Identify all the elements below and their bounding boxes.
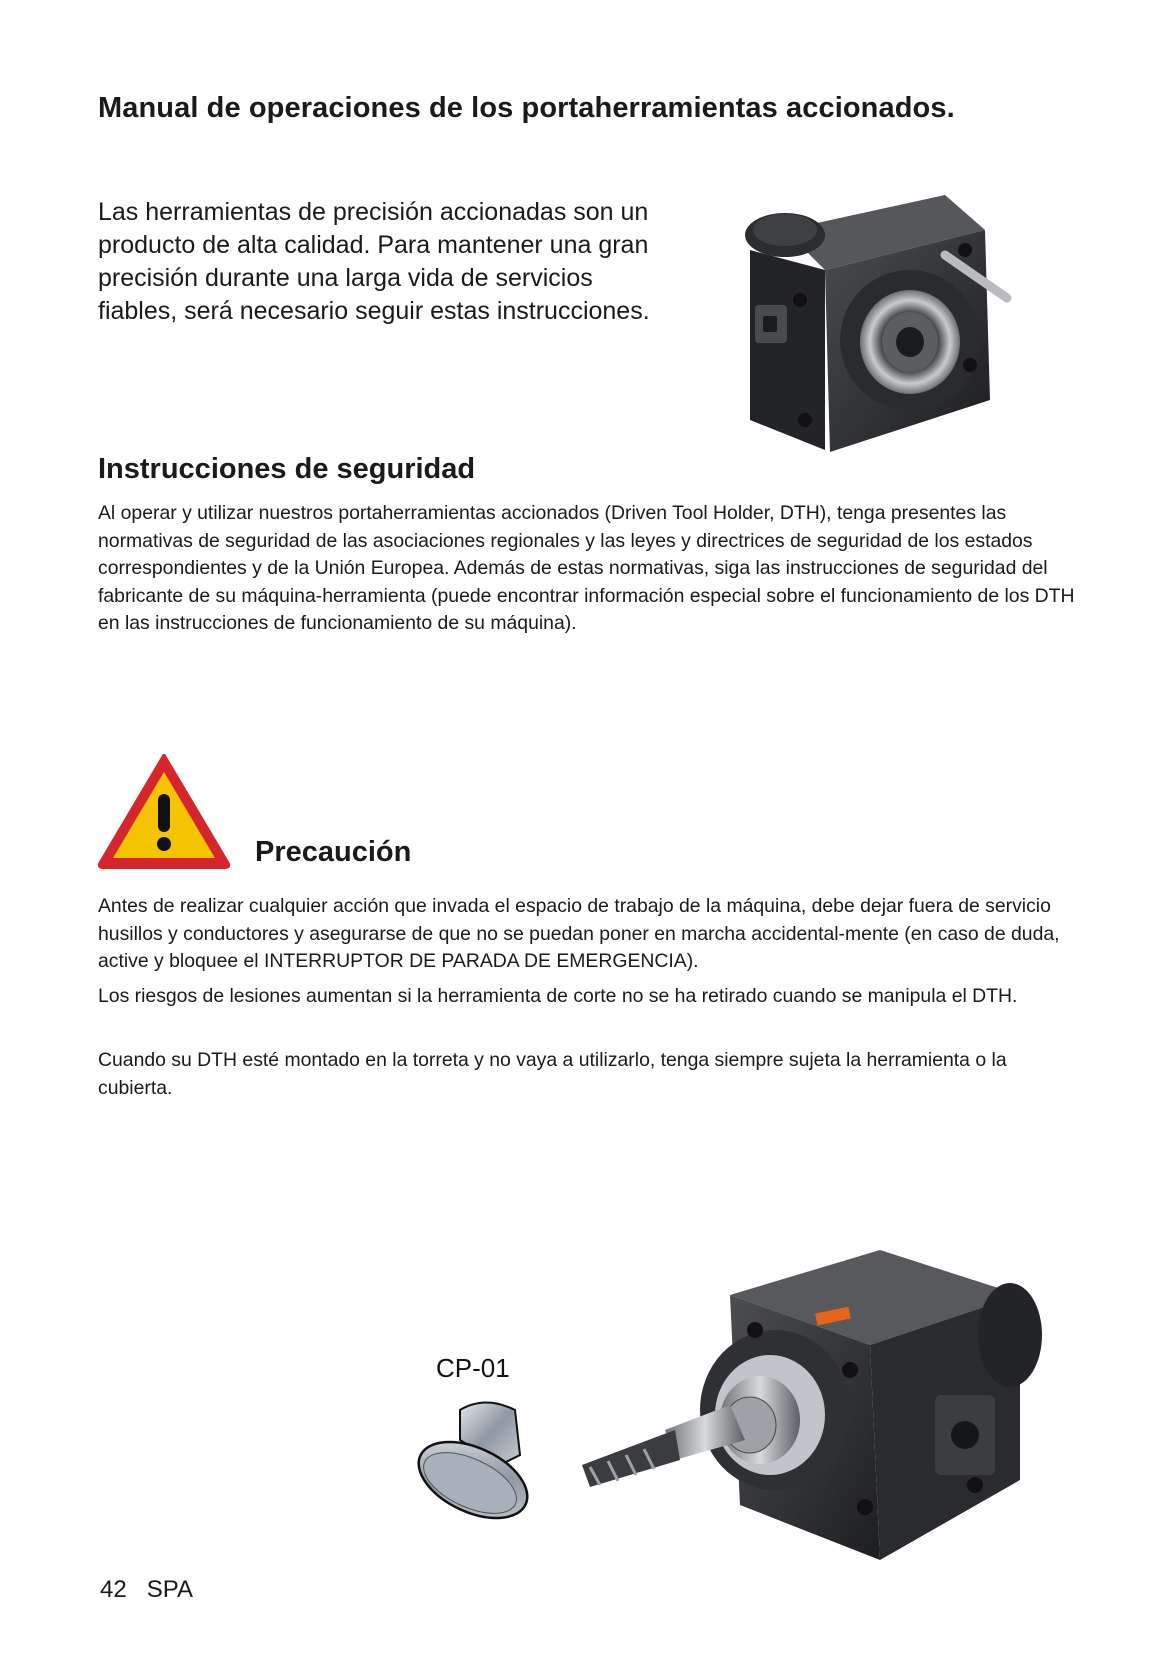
page-footer bbox=[100, 1576, 193, 1604]
warning-triangle-icon bbox=[96, 752, 232, 870]
cp-01-label: CP-01 bbox=[436, 1353, 510, 1383]
safety-heading: Instrucciones de seguridad bbox=[98, 453, 476, 485]
safety-paragraph: Al operar y utilizar nuestros portaherramientas accionados (Driven Tool Holder, DTH), tenga presentes las normativas de seguridad de las asociaciones regionales y las leyes y directrices de seguridad de los estados correspondientes y de la Unión Europea. Además de estas normativas, siga las instrucciones de seguridad del fabricante de su máquina-herramienta (puede encontrar información especial sobre el funcionamiento de los DTH en las instrucciones de funcionamiento de su máquina). bbox=[98, 502, 1075, 634]
page-number: 42 bbox=[100, 1576, 127, 1603]
caution-paragraph: Los riesgos de lesiones aumentan si la herramienta de corte no se ha retirado cuando se manipula el DTH. bbox=[98, 985, 1018, 1007]
language-code: SPA bbox=[146, 1576, 193, 1603]
dth-product-image bbox=[745, 190, 1065, 470]
dth-with-end-mill-image bbox=[580, 1235, 1070, 1565]
caution-paragraph: Antes de realizar cualquier acción que invada el espacio de trabajo de la máquina, debe dejar fuera de servicio husillos y conductores y asegurarse de que no se puedan poner en marcha accidental-mente (en caso de duda, active y bloquee el INTERRUPTOR DE PARADA DE EMERGENCIA). bbox=[98, 895, 1060, 972]
intro-paragraph: Las herramientas de precisión accionadas son un producto de alta calidad. Para mantener una gran precisión durante una larga vida de servicios fiables, será necesario seguir estas instrucciones. bbox=[98, 198, 650, 325]
page-title: Manual de operaciones de los portaherramientas accionados. bbox=[98, 92, 955, 124]
caution-paragraph: Cuando su DTH esté montado en la torreta y no vaya a utilizarlo, tenga siempre sujeta la herramienta o la cubierta. bbox=[98, 1049, 1007, 1099]
caution-heading: Precaución bbox=[255, 836, 412, 868]
cp-01-cap-image bbox=[405, 1395, 545, 1525]
